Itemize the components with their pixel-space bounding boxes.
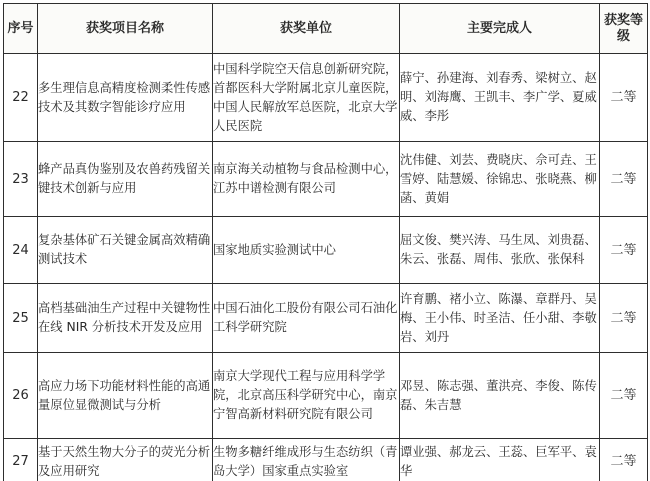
row-people: 屈文俊、樊兴涛、马生凤、刘贵磊、朱云、张磊、周伟、张欣、张保科 bbox=[400, 217, 600, 284]
row-project: 多生理信息高精度检测柔性传感技术及其数字智能诊疗应用 bbox=[38, 54, 213, 142]
row-grade: 二等 bbox=[600, 439, 648, 481]
row-unit: 国家地质实验测试中心 bbox=[213, 217, 400, 284]
header-people: 主要完成人 bbox=[400, 4, 600, 54]
row-seq: 26 bbox=[4, 353, 38, 439]
row-unit: 中国石油化工股份有限公司石油化工科学研究院 bbox=[213, 284, 400, 353]
row-grade: 二等 bbox=[600, 353, 648, 439]
row-people: 谭业强、郝龙云、王蕊、巨军平、袁华 bbox=[400, 439, 600, 481]
row-grade: 二等 bbox=[600, 54, 648, 142]
table-header-row bbox=[4, 4, 648, 54]
awards-table bbox=[3, 3, 648, 481]
table-row bbox=[4, 284, 648, 353]
row-project: 蜂产品真伪鉴别及农兽药残留关键技术创新与应用 bbox=[38, 142, 213, 217]
header-seq: 序号 bbox=[4, 4, 38, 54]
row-project: 复杂基体矿石关键金属高效精确测试技术 bbox=[38, 217, 213, 284]
row-project: 高档基础油生产过程中关键物性在线 NIR 分析技术开发及应用 bbox=[38, 284, 213, 353]
row-unit: 生物多糖纤维成形与生态纺织（青岛大学）国家重点实验室 bbox=[213, 439, 400, 481]
row-people: 邓昱、陈志强、董洪亮、李俊、陈传磊、朱吉慧 bbox=[400, 353, 600, 439]
row-grade: 二等 bbox=[600, 217, 648, 284]
table-row bbox=[4, 439, 648, 481]
table-row bbox=[4, 353, 648, 439]
row-unit: 南京大学现代工程与应用科学学院，北京高压科学研究中心，南京宁智高新材料研究院有限公司 bbox=[213, 353, 400, 439]
row-people: 沈伟健、刘芸、费晓庆、佘可垚、王雪婷、陆慧媛、徐锦忠、张晓燕、柳菡、黄娟 bbox=[400, 142, 600, 217]
row-people: 许育鹏、褚小立、陈瀑、章群丹、吴梅、王小伟、时圣洁、任小甜、李敬岩、刘丹 bbox=[400, 284, 600, 353]
table-row bbox=[4, 217, 648, 284]
header-grade: 获奖等级 bbox=[600, 4, 648, 54]
row-people: 薛宁、孙建海、刘春秀、梁树立、赵明、刘海鹰、王凯丰、李广学、夏威威、李彤 bbox=[400, 54, 600, 142]
header-unit: 获奖单位 bbox=[213, 4, 400, 54]
row-grade: 二等 bbox=[600, 142, 648, 217]
row-unit: 南京海关动植物与食品检测中心，江苏中谱检测有限公司 bbox=[213, 142, 400, 217]
header-project: 获奖项目名称 bbox=[38, 4, 213, 54]
row-seq: 27 bbox=[4, 439, 38, 481]
row-project: 高应力场下功能材料性能的高通量原位显微测试与分析 bbox=[38, 353, 213, 439]
row-unit: 中国科学院空天信息创新研究院，首都医科大学附属北京儿童医院，中国人民解放军总医院，北京大学人民医院 bbox=[213, 54, 400, 142]
row-grade: 二等 bbox=[600, 284, 648, 353]
table-row bbox=[4, 54, 648, 142]
row-seq: 23 bbox=[4, 142, 38, 217]
row-project: 基于天然生物大分子的荧光分析及应用研究 bbox=[38, 439, 213, 481]
table-row bbox=[4, 142, 648, 217]
row-seq: 25 bbox=[4, 284, 38, 353]
row-seq: 22 bbox=[4, 54, 38, 142]
row-seq: 24 bbox=[4, 217, 38, 284]
